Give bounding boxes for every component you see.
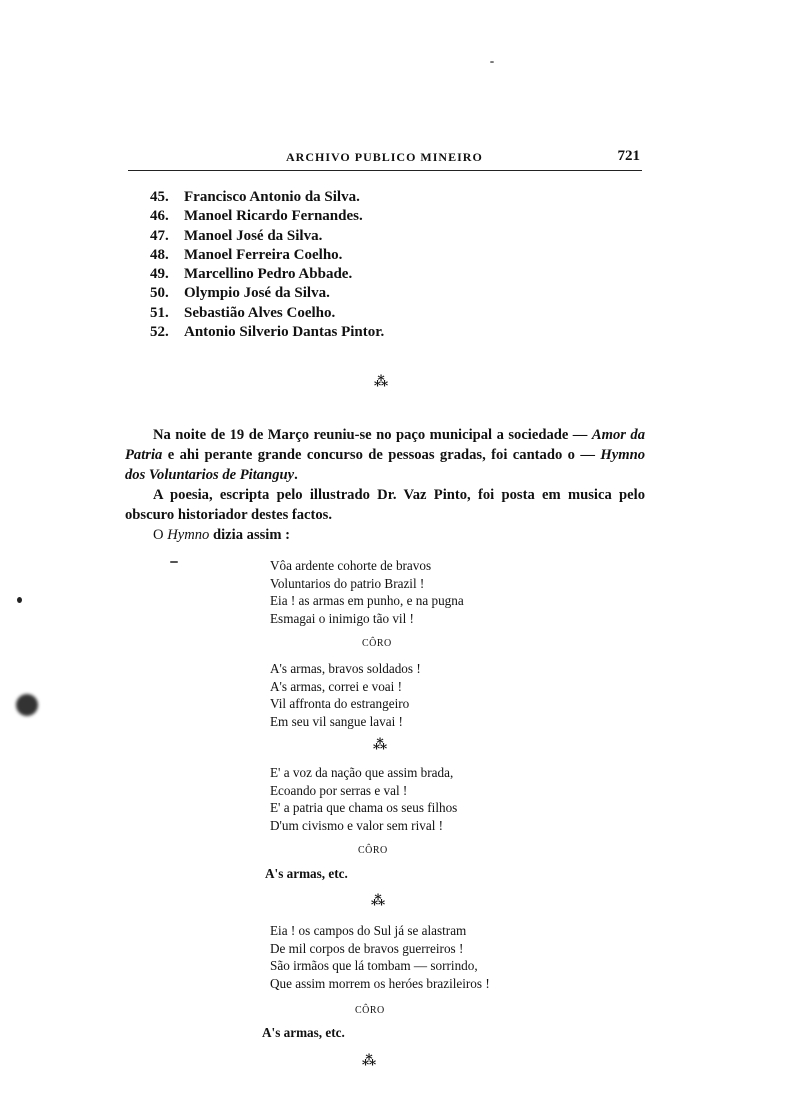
coro-label: CÔRO (362, 638, 392, 649)
stanza-2: E' a voz da nação que assim brada, Ecoando por serras e val ! E' a patria que chama os seus filhos D'um civismo e valor sem rival ! (270, 765, 458, 833)
stanza-3: Eia ! os campos do Sul já se alastram De mil corpos de bravos guerreiros ! São irmãos que lá tombam — sorrindo, Que assim morrem os heróes brazileiros ! (270, 923, 490, 991)
list-item: 45. Francisco Antonio da Silva. (150, 189, 360, 205)
paragraph: Na noite de 19 de Março reuniu-se no paço municipal a sociedade — Amor da Patria e ahi perante grande concurso de pessoas gradas, foi cantado o — Hymno dos Voluntarios de Pitanguy. (125, 427, 645, 483)
list-item: 48. Manoel Ferreira Coelho. (150, 246, 343, 263)
paragraph: O Hymno dizia assim : (153, 527, 291, 543)
section-separator: ⁂ (361, 1054, 377, 1069)
chorus: A's armas, bravos soldados ! A's armas, correi e voai ! Vil affronta do estrangeiro Em seu vil sangue lavai ! (270, 661, 421, 729)
body-text (125, 425, 645, 545)
paragraph: A poesia, escripta pelo illustrado Dr. Vaz Pinto, foi posta em musica pelo obscuro historiador destes factos. (125, 487, 645, 523)
refrain: A's armas, etc. (265, 866, 348, 881)
coro-label: CÔRO (358, 845, 388, 856)
section-separator: ⁂ (373, 375, 389, 390)
list-item: 51. Sebastião Alves Coelho. (150, 304, 336, 321)
stanza-1: Vôa ardente cohorte de bravos Voluntarios do patrio Brazil ! Eia ! as armas em punho, e na pugna Esmagai o inimigo tão vil ! (270, 558, 464, 626)
list-item: 47. Manoel José da Silva. (150, 227, 323, 244)
section-separator: ⁂ (372, 738, 388, 753)
section-separator: ⁂ (370, 894, 386, 909)
names-list (150, 189, 384, 343)
list-item: 50. Olympio José da Silva. (150, 285, 330, 302)
running-header (128, 148, 642, 171)
list-item: 52. Antonio Silverio Dantas Pintor. (150, 324, 385, 341)
list-item: 46. Manoel Ricardo Fernandes. (150, 208, 363, 225)
refrain: A's armas, etc. (262, 1025, 345, 1040)
ink-spot (17, 597, 22, 603)
header-title: ARCHIVO PUBLICO MINEIRO (286, 150, 483, 164)
coro-label: CÔRO (355, 1005, 385, 1016)
list-item: 49. Marcellino Pedro Abbade. (150, 266, 353, 283)
page-number: 721 (617, 148, 640, 164)
ink-speck (170, 561, 178, 563)
ink-speck (490, 61, 494, 63)
ink-blot (16, 694, 38, 716)
